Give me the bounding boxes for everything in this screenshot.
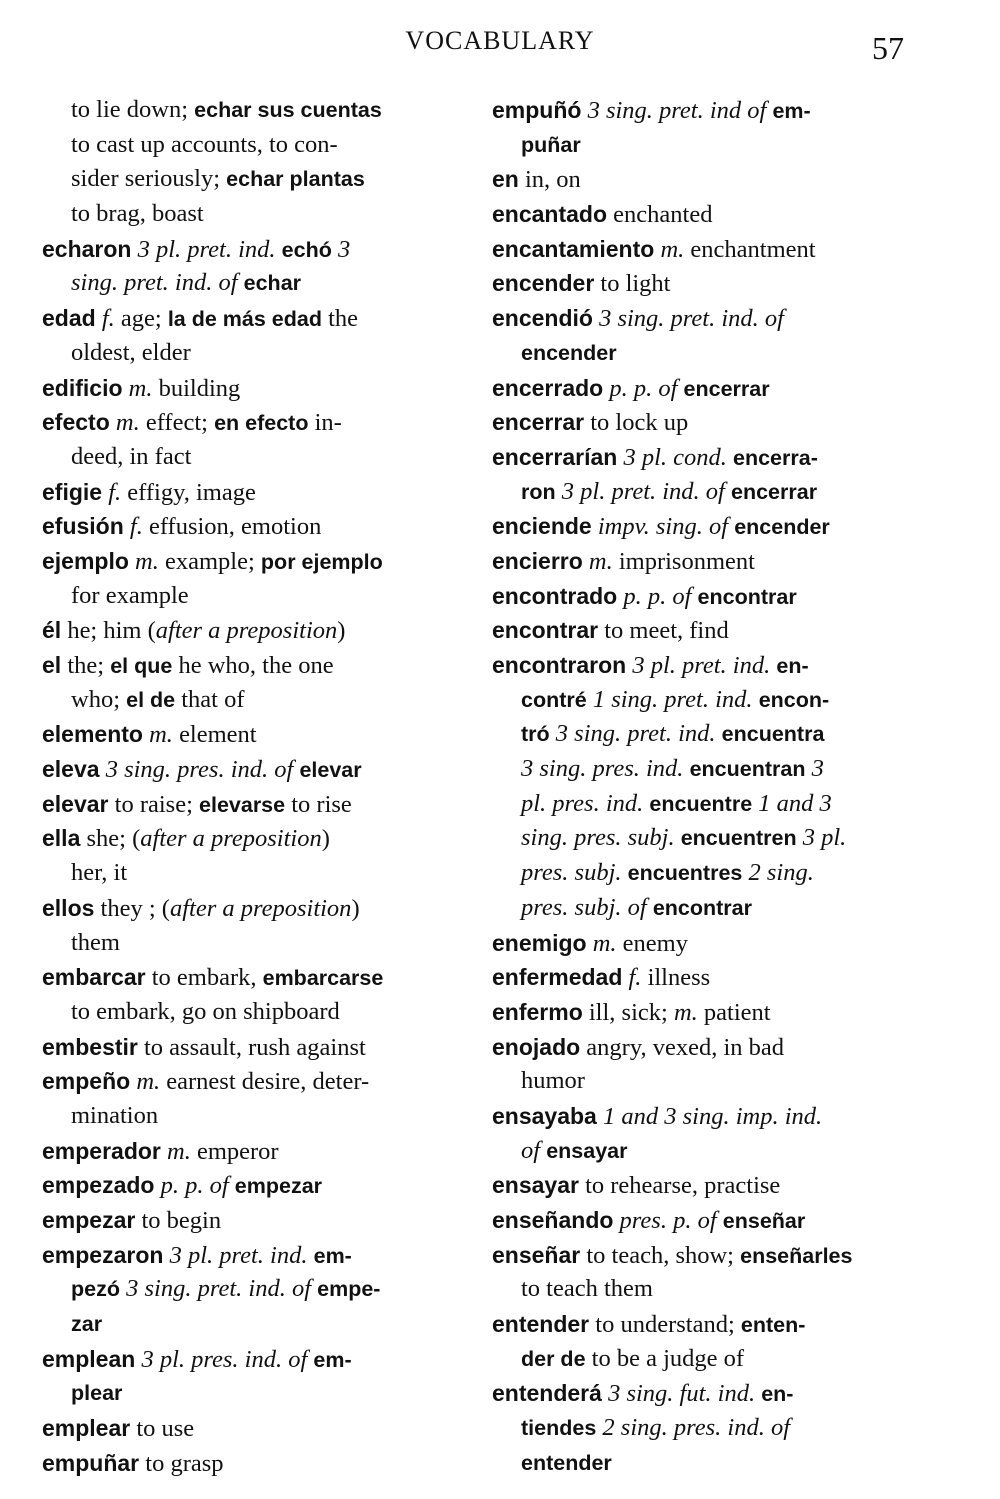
spanish-term: la de más edad	[167, 307, 322, 332]
definition-text: enemy	[616, 929, 688, 957]
entry-line	[492, 1030, 910, 1065]
definition-text: to be a judge of	[585, 1344, 745, 1372]
entry-continuation-line	[42, 162, 456, 197]
definition-text: example;	[158, 547, 261, 575]
headword: efusión	[42, 513, 124, 540]
left-column	[42, 93, 456, 1481]
spanish-term: el que	[110, 654, 173, 678]
grammar-note: pl. pres. ind.	[521, 789, 644, 817]
headword: entender	[492, 1311, 590, 1338]
spanish-term: encender	[521, 340, 617, 365]
headword: encendió	[492, 305, 593, 332]
definition-text: humor	[521, 1067, 585, 1095]
headword: encontraron	[492, 652, 627, 678]
entry-line	[492, 960, 910, 995]
spanish-term: der de	[521, 1346, 586, 1371]
headword: enseñar	[492, 1241, 581, 1268]
spanish-term: contré	[521, 687, 587, 712]
definition-text: effect;	[139, 409, 215, 437]
entry-continuation-line	[492, 891, 910, 926]
spanish-term: empe-	[317, 1277, 381, 1302]
entry-continuation-line	[492, 752, 910, 787]
headword: enciende	[492, 513, 592, 540]
entry-continuation-line	[42, 1099, 456, 1134]
spanish-term: encuentres	[627, 861, 743, 886]
definition-text: emperor	[190, 1137, 279, 1165]
grammar-note: p. p. of	[160, 1172, 229, 1200]
headword: encontrar	[492, 617, 599, 644]
definition-text: illness	[641, 964, 711, 992]
headword: empezaron	[42, 1241, 164, 1268]
spanish-term: el de	[126, 687, 176, 712]
definition-text: building	[152, 374, 241, 402]
headword: entenderá	[492, 1380, 602, 1407]
definition-text: to teach, show;	[580, 1241, 741, 1269]
entry-continuation-line	[492, 717, 910, 752]
headword: ensayaba	[492, 1102, 597, 1129]
right-column	[492, 93, 910, 1481]
definition-text: to brag, boast	[71, 200, 204, 228]
spanish-term: echó	[281, 237, 332, 262]
grammar-note: 3 sing. pret. ind. of	[126, 1275, 311, 1303]
headword: ellos	[42, 894, 95, 921]
entry-continuation-line	[42, 1272, 456, 1307]
headword: empezar	[42, 1207, 136, 1233]
entry-line	[492, 197, 910, 232]
grammar-note: 3 sing. pres. ind.	[521, 755, 684, 783]
definition-text: he who, the one	[172, 652, 334, 679]
entry-continuation-line	[492, 1064, 910, 1099]
spanish-term: encender	[734, 515, 830, 540]
grammar-note: pres. subj.	[521, 859, 622, 887]
entry-line	[492, 1238, 910, 1273]
grammar-note: 2 sing.	[748, 859, 814, 887]
page-number: 57	[872, 30, 904, 66]
definition-text: angry, vexed, in bad	[580, 1033, 785, 1061]
spanish-term: encuentra	[721, 722, 825, 747]
entry-line	[42, 1342, 456, 1377]
entry-line	[492, 162, 910, 197]
grammar-note: after a preposition	[140, 825, 322, 853]
grammar-note: 2 sing. pres. ind. of	[602, 1414, 791, 1442]
headword: elevar	[42, 790, 109, 817]
definition-text: the	[321, 305, 359, 333]
entry-line	[42, 960, 456, 995]
grammar-note: sing. pres. subj.	[521, 824, 675, 852]
definition-text: to assault, rush against	[137, 1033, 366, 1061]
entry-line	[492, 266, 910, 301]
headword: eleva	[42, 756, 100, 783]
spanish-term: encuentre	[649, 791, 753, 816]
definition-text: them	[71, 928, 120, 956]
definition-text: to rehearse, practise	[578, 1172, 781, 1200]
grammar-note: 3 pl. cond.	[623, 443, 727, 471]
definition-text: mination	[71, 1101, 159, 1129]
definition-text: to teach them	[521, 1275, 653, 1303]
grammar-note: f.	[108, 478, 122, 506]
entry-continuation-line	[42, 1307, 456, 1342]
spanish-term: echar sus cuentas	[194, 98, 382, 122]
entry-line	[492, 232, 910, 267]
grammar-note: p. p. of	[609, 374, 678, 402]
entry-continuation-line	[492, 336, 910, 371]
spanish-term: elevarse	[199, 792, 286, 817]
headword: encerrarían	[492, 443, 618, 470]
grammar-note: sing. pret. ind. of	[71, 269, 238, 297]
grammar-note: m.	[149, 721, 173, 749]
spanish-term: ensayar	[546, 1138, 628, 1163]
definition-text: to begin	[135, 1207, 222, 1234]
grammar-note: of	[521, 1136, 541, 1164]
entry-line	[492, 1376, 910, 1411]
entry-line	[42, 301, 456, 336]
headword: ejemplo	[42, 547, 129, 574]
entry-line	[492, 405, 910, 440]
grammar-note: m.	[136, 1068, 161, 1096]
entry-continuation-line	[492, 683, 910, 718]
grammar-note: 3	[337, 235, 351, 263]
entry-continuation-line	[492, 821, 910, 856]
entry-continuation-line	[492, 1272, 910, 1307]
entry-continuation-line	[42, 1376, 456, 1411]
entry-line	[42, 232, 456, 267]
entry-line	[492, 440, 910, 475]
entry-line	[42, 1446, 456, 1481]
grammar-note: pres. p. of	[619, 1207, 717, 1234]
headword: enojado	[492, 1033, 581, 1060]
entry-continuation-line	[492, 1446, 910, 1481]
entry-line	[492, 648, 910, 683]
grammar-note: m.	[660, 235, 685, 263]
spanish-term: elevar	[299, 758, 362, 783]
grammar-note: 3 pl. pres. ind. of	[141, 1345, 308, 1373]
grammar-note: m.	[673, 998, 698, 1026]
spanish-term: zar	[71, 1312, 103, 1337]
grammar-note: f.	[129, 513, 143, 541]
entry-line	[42, 1238, 456, 1273]
entry-continuation-line	[42, 856, 456, 891]
spanish-term: enseñarles	[740, 1243, 853, 1268]
definition-text: in-	[308, 409, 342, 437]
grammar-note: 3 sing. pret. ind. of	[599, 305, 784, 333]
entry-continuation-line	[492, 1134, 910, 1169]
definition-text: to raise;	[108, 790, 200, 818]
headword: el	[42, 652, 62, 678]
spanish-term: echar plantas	[226, 167, 365, 192]
headword: emplear	[42, 1415, 131, 1442]
entry-line	[42, 1030, 456, 1065]
entry-line	[42, 717, 456, 752]
grammar-note: f.	[628, 964, 642, 992]
entry-line	[42, 821, 456, 856]
definition-text: to light	[594, 270, 671, 298]
headword: empeño	[42, 1068, 131, 1095]
spanish-term: enseñar	[722, 1209, 806, 1233]
spanish-term: encerra-	[733, 445, 818, 470]
spanish-term: en-	[761, 1382, 794, 1407]
entry-line	[492, 926, 910, 961]
entry-line	[42, 613, 456, 648]
definition-text: in, on	[518, 166, 581, 194]
entry-continuation-line	[492, 787, 910, 822]
entry-line	[492, 371, 910, 406]
entry-continuation-line	[42, 93, 456, 128]
definition-text: earnest desire, deter-	[160, 1068, 370, 1096]
entry-continuation-line	[42, 995, 456, 1030]
spanish-term: encontrar	[652, 895, 752, 920]
spanish-term: puñar	[521, 132, 581, 157]
entry-line	[42, 891, 456, 926]
entry-line	[42, 371, 456, 406]
definition-text: effusion, emotion	[142, 513, 322, 541]
definition-text: deed, in fact	[71, 442, 192, 470]
grammar-note: 3 sing. pret. ind.	[555, 720, 716, 748]
entry-line	[492, 1307, 910, 1342]
spanish-term: plear	[71, 1381, 123, 1406]
entry-continuation-line	[492, 1411, 910, 1446]
entry-continuation-line	[42, 579, 456, 614]
entry-continuation-line	[492, 1342, 910, 1377]
definition-text: )	[321, 825, 330, 853]
entry-line	[42, 752, 456, 787]
definition-text: that of	[175, 685, 245, 713]
headword: ella	[42, 825, 81, 852]
entry-line	[42, 509, 456, 544]
definition-text: to embark, go on shipboard	[71, 997, 340, 1025]
definition-text: to embark,	[145, 964, 263, 992]
entry-line	[492, 995, 910, 1030]
definition-text: ill, sick;	[582, 998, 674, 1026]
headword: empuñó	[492, 97, 582, 123]
entry-line	[42, 787, 456, 822]
grammar-note: m.	[135, 547, 159, 575]
spanish-term: encontrar	[697, 584, 797, 609]
definition-text: to use	[130, 1415, 195, 1443]
headword: efigie	[42, 478, 103, 505]
definition-text: her, it	[71, 859, 128, 887]
entry-continuation-line	[492, 856, 910, 891]
headword: embarcar	[42, 964, 146, 991]
definition-text: the;	[61, 652, 111, 679]
spanish-term: pezó	[71, 1277, 120, 1302]
grammar-note: after a preposition	[155, 617, 338, 645]
entry-line	[492, 1099, 910, 1134]
headword: empuñar	[42, 1449, 140, 1476]
headword: encantamiento	[492, 235, 655, 262]
definition-text: for example	[71, 581, 189, 609]
headword: edad	[42, 305, 96, 332]
entry-line	[42, 544, 456, 579]
headword: encierro	[492, 547, 583, 574]
entry-continuation-line	[42, 266, 456, 301]
grammar-note: 1 sing. pret. ind.	[592, 685, 753, 713]
headword: elemento	[42, 721, 143, 748]
entry-line	[42, 1411, 456, 1446]
entry-continuation-line	[42, 128, 456, 163]
definition-text: sider seriously;	[71, 165, 227, 193]
entry-line	[492, 509, 910, 544]
grammar-note: 1 and 3	[758, 789, 832, 817]
definition-text: enchanted	[607, 201, 713, 229]
grammar-note: 3 pl. pret. ind.	[169, 1241, 308, 1269]
grammar-note: p. p. of	[623, 582, 692, 610]
definition-text: age;	[114, 305, 168, 333]
entry-continuation-line	[42, 197, 456, 232]
entry-line	[492, 579, 910, 614]
grammar-note: m.	[167, 1137, 191, 1165]
grammar-note: 3 pl. pret. ind. of	[561, 477, 725, 505]
definition-text: to cast up accounts, to con-	[71, 130, 338, 158]
entry-continuation-line	[42, 926, 456, 961]
spanish-term: encuentren	[680, 826, 797, 851]
definition-text: enchantment	[684, 235, 816, 263]
grammar-note: pres. subj. of	[521, 893, 647, 921]
entry-line	[42, 648, 456, 683]
definition-text: to lie down;	[71, 96, 195, 123]
spanish-term: em-	[772, 99, 811, 123]
entry-line	[42, 1168, 456, 1203]
spanish-term: em-	[313, 1347, 352, 1372]
entry-continuation-line	[492, 475, 910, 510]
definition-text: he; him (	[61, 617, 156, 645]
definition-text: to grasp	[139, 1449, 224, 1477]
grammar-note: 3 pl.	[802, 824, 847, 852]
headword: enseñando	[492, 1207, 614, 1233]
definition-text: element	[172, 721, 257, 749]
headword: encantado	[492, 201, 608, 228]
definition-text: )	[351, 894, 360, 922]
headword: encerrar	[492, 409, 585, 436]
entry-line	[42, 1203, 456, 1238]
grammar-note: 1 and 3 sing. imp. ind.	[602, 1102, 823, 1130]
entry-line	[492, 1168, 910, 1203]
definition-text: who;	[71, 685, 127, 713]
grammar-note: 3 pl. pret. ind.	[632, 652, 771, 679]
entry-line	[492, 1203, 910, 1238]
definition-text: )	[337, 617, 346, 645]
grammar-note: m.	[592, 929, 617, 957]
entry-line	[42, 405, 456, 440]
entry-line	[492, 301, 910, 336]
grammar-note: f.	[101, 305, 115, 333]
spanish-term: encon-	[758, 687, 830, 712]
definition-text: effigy, image	[121, 478, 256, 506]
grammar-note: m.	[128, 374, 153, 402]
grammar-note: 3 sing. fut. ind.	[608, 1380, 756, 1408]
spanish-term: enten-	[740, 1313, 806, 1338]
grammar-note: 3 sing. pres. ind. of	[105, 756, 294, 784]
headword: enemigo	[492, 929, 587, 956]
grammar-note: 3 sing. pret. ind of	[587, 97, 767, 124]
spanish-term: encerrar	[683, 376, 770, 401]
headword: él	[42, 617, 62, 644]
headword: enfermo	[492, 998, 583, 1025]
definition-text: imprisonment	[612, 547, 755, 575]
definition-text: oldest, elder	[71, 338, 191, 366]
entry-continuation-line	[42, 336, 456, 371]
headword: en	[492, 166, 519, 193]
headword: encerrado	[492, 374, 604, 401]
grammar-note: 3 pl. pret. ind.	[137, 235, 276, 263]
entry-continuation-line	[492, 128, 910, 163]
grammar-note: m.	[588, 547, 613, 575]
spanish-term: encerrar	[731, 479, 818, 504]
entry-line	[42, 1064, 456, 1099]
headword: encender	[492, 270, 595, 297]
spanish-term: ron	[521, 479, 556, 504]
grammar-note: impv. sing. of	[597, 513, 729, 541]
definition-text: to rise	[285, 790, 352, 818]
headword: encontrado	[492, 582, 618, 609]
grammar-note: after a preposition	[169, 894, 352, 922]
spanish-term: encuentran	[689, 757, 806, 782]
entry-line	[492, 613, 910, 648]
headword: emplean	[42, 1345, 136, 1372]
definition-text: they ; (	[94, 894, 170, 922]
entry-line	[492, 544, 910, 579]
definition-text: to lock up	[584, 409, 689, 437]
spanish-term: en efecto	[214, 411, 309, 436]
definition-text: to meet, find	[598, 617, 729, 645]
entry-continuation-line	[42, 440, 456, 475]
running-head: VOCABULARY	[405, 26, 595, 55]
spanish-term: echar	[243, 271, 302, 296]
grammar-note: m.	[115, 409, 140, 437]
headword: echaron	[42, 235, 132, 262]
headword: embestir	[42, 1033, 138, 1060]
entry-continuation-line	[42, 683, 456, 718]
spanish-term: por ejemplo	[260, 549, 383, 574]
grammar-note: 3	[811, 755, 824, 783]
definition-text: to understand;	[589, 1311, 741, 1339]
headword: edificio	[42, 374, 123, 401]
headword: emperador	[42, 1137, 161, 1164]
entry-line	[42, 1134, 456, 1169]
spanish-term: empezar	[234, 1174, 323, 1199]
entry-line	[492, 93, 910, 128]
headword: ensayar	[492, 1172, 579, 1199]
headword: empezado	[42, 1172, 155, 1199]
entry-line	[42, 475, 456, 510]
spanish-term: embarcarse	[262, 966, 384, 991]
spanish-term: em-	[313, 1243, 352, 1268]
spanish-term: entender	[521, 1450, 612, 1475]
spanish-term: tiendes	[521, 1416, 597, 1441]
spanish-term: tró	[521, 722, 550, 747]
headword: enfermedad	[492, 964, 623, 991]
headword: efecto	[42, 409, 110, 436]
spanish-term: en-	[776, 654, 809, 678]
definition-text: she; (	[80, 825, 141, 853]
definition-text: patient	[697, 998, 771, 1026]
